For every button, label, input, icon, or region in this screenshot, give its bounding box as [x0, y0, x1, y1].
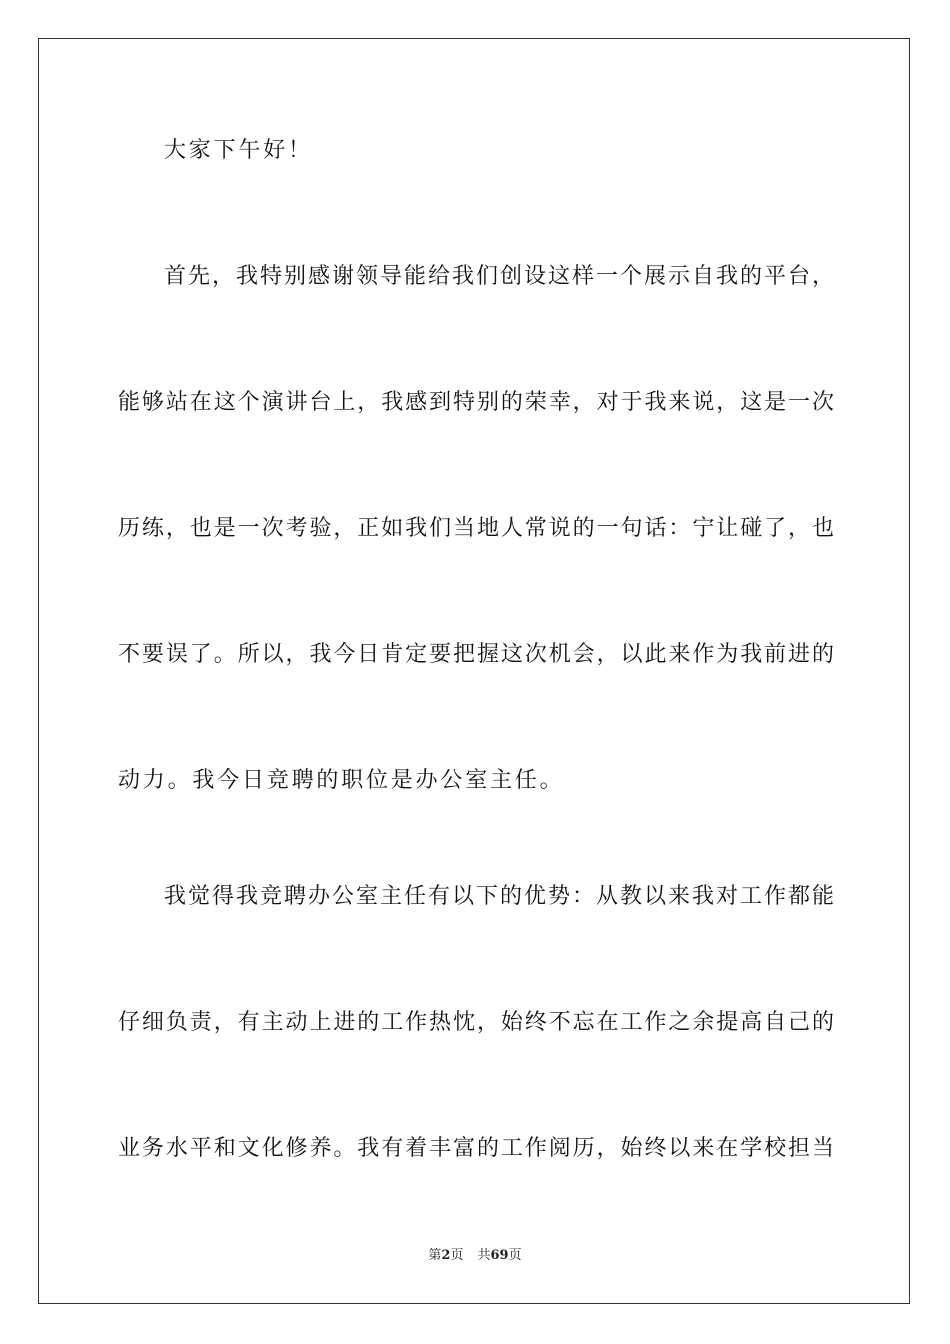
paragraph-1-line-2: 能够站在这个演讲台上，我感到特别的荣幸，对于我来说，这是一次	[118, 390, 834, 415]
page-footer	[0, 1247, 950, 1265]
greeting-line: 大家下午好！	[164, 138, 313, 163]
total-pages: 69	[490, 1248, 509, 1263]
total-suffix: 页	[508, 1248, 522, 1263]
paragraph-2-line-2: 仔细负责，有主动上进的工作热忱，始终不忘在工作之余提高自己的	[118, 1010, 834, 1035]
page-frame	[38, 38, 910, 1304]
paragraph-1-line-1: 首先，我特别感谢领导能给我们创设这样一个展示自我的平台，	[164, 264, 834, 289]
total-prefix: 共	[477, 1248, 491, 1263]
paragraph-2-line-3: 业务水平和文化修养。我有着丰富的工作阅历，始终以来在学校担当	[118, 1136, 834, 1161]
page-prefix: 第	[428, 1248, 442, 1263]
page-suffix: 页	[450, 1248, 464, 1263]
paragraph-1-line-4: 不要误了。所以，我今日肯定要把握这次机会，以此来作为我前进的	[118, 642, 834, 667]
paragraph-1-line-5: 动力。我今日竞聘的职位是办公室主任。	[118, 768, 565, 793]
paragraph-1-line-3: 历练，也是一次考验，正如我们当地人常说的一句话：宁让碰了，也	[118, 516, 834, 541]
paragraph-2-line-1: 我觉得我竞聘办公室主任有以下的优势：从教以来我对工作都能	[164, 884, 834, 909]
page-number: 2	[441, 1248, 451, 1263]
